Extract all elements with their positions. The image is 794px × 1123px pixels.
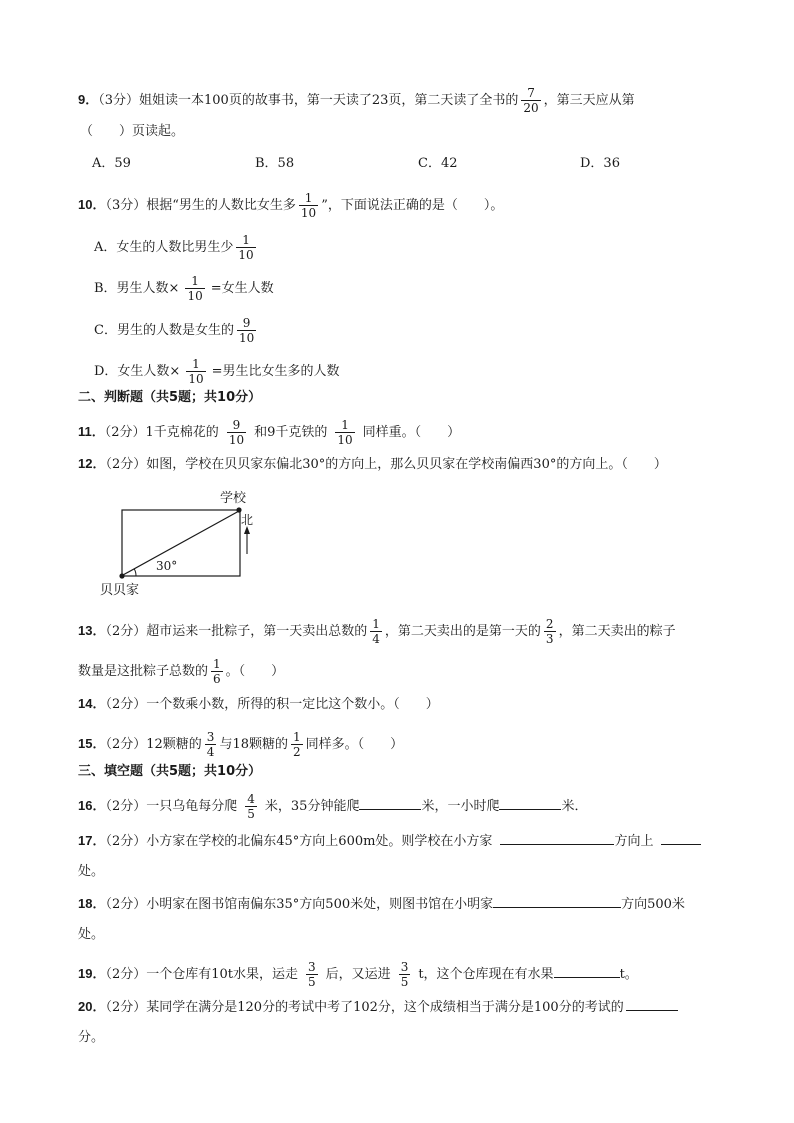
q20-blank[interactable]	[626, 996, 678, 1011]
q11-fraction-1	[227, 418, 246, 447]
q10-frac-den: 10	[300, 206, 317, 220]
q9-line2: （ ）页读起。	[80, 124, 185, 139]
q13-line1	[78, 617, 676, 646]
q19-text-c: t，这个仓库现在有水果	[418, 967, 554, 982]
q18-line2: 处。	[78, 927, 105, 942]
q11-frac1-den: 10	[228, 433, 245, 447]
q19-score: （2分）	[105, 967, 147, 982]
q10-text-a: 根据“男生的人数比女生多	[146, 198, 296, 213]
q12-figure-diagonal	[123, 511, 239, 575]
q19-blank[interactable]	[554, 963, 620, 978]
q12-number: 12．	[78, 456, 106, 471]
section-3-heading: 三、填空题（共5题；共10分）	[78, 764, 262, 779]
q18-text-b: 方向500米	[621, 897, 685, 912]
q18-score: （2分）	[105, 897, 147, 912]
q13-text-c: ，第二天卖出的粽子	[558, 624, 676, 639]
q12-school-point	[236, 507, 241, 512]
q16-text-c: 米，一小时爬	[421, 799, 500, 814]
q16-text-b: 米，35分钟能爬	[264, 799, 360, 814]
q10-option-b-fraction	[185, 274, 204, 303]
q20-text-a: 某同学在满分是120分的考试中考了102分，这个成绩相当于满分是100分的考试的	[146, 1000, 624, 1015]
q13-line2	[78, 657, 284, 686]
q10-option-d	[94, 357, 340, 386]
section-2-heading: 二、判断题（共5题；共10分）	[78, 390, 262, 405]
q11-text-b: 和9千克铁的	[254, 425, 328, 440]
q11-text-c: 同样重。（ ）	[362, 425, 461, 440]
q13-fraction-2	[544, 617, 556, 646]
q10-option-d-den: 10	[188, 372, 204, 386]
q17-blank-2[interactable]	[661, 830, 701, 845]
q14-text: 一个数乘小数，所得的积一定比这个数小。（ ）	[146, 697, 439, 712]
q16-fraction	[245, 792, 257, 821]
q10-number: 10．	[78, 197, 106, 212]
q9-fraction	[521, 86, 540, 115]
q15-fraction-2	[291, 730, 303, 759]
q17-text-b: 方向上	[614, 834, 654, 849]
q19-text-b: 后，又运进	[325, 967, 391, 982]
q13-frac3-den: 6	[213, 672, 221, 686]
q10-option-a-den: 10	[238, 248, 254, 262]
q9-option-b: B．58	[255, 156, 295, 171]
q10-option-b-num: 1	[191, 274, 199, 288]
q20-number: 20．	[78, 999, 106, 1014]
q19-frac2-den: 5	[400, 975, 409, 989]
q16-line	[78, 792, 587, 821]
q17-number: 17．	[78, 833, 106, 848]
q11-fraction-2	[335, 418, 354, 447]
q14-score: （2分）	[105, 697, 147, 712]
q19-frac1-den: 5	[308, 975, 316, 989]
q13-text-a: 超市运来一批粽子，第一天卖出总数的	[146, 624, 368, 639]
q11-number: 11．	[78, 424, 105, 439]
q13-score: （2分）	[105, 624, 147, 639]
q12-score: （2分）	[105, 457, 147, 472]
q17-blank-1[interactable]	[500, 830, 614, 845]
q14-number: 14．	[78, 696, 106, 711]
q10-fraction	[299, 191, 318, 220]
q10-option-c-fraction	[237, 316, 256, 345]
q16-blank-1[interactable]	[359, 795, 421, 810]
q10-option-d-after: =男生比女生多的人数	[211, 364, 340, 379]
q17-line1	[78, 830, 701, 852]
q19-number: 19．	[78, 966, 106, 981]
q10-option-a	[94, 233, 259, 262]
q10-option-b-den: 10	[187, 289, 203, 303]
q13-frac3-num: 1	[213, 657, 221, 671]
q13-frac1-num: 1	[372, 617, 380, 631]
q16-blank-2[interactable]	[499, 795, 561, 810]
q17-text-a: 小方家在学校的北偏东45°方向上600m处。则学校在小方家	[146, 834, 493, 849]
q15-score: （2分）	[105, 737, 147, 752]
q9-score: （3分）	[98, 93, 140, 108]
q11-score: （2分）	[104, 425, 146, 440]
q10-option-c-label: C．男生的人数是女生的	[94, 323, 234, 338]
q19-frac2-num: 3	[400, 960, 409, 974]
q15-frac1-num: 3	[206, 730, 215, 744]
q9-option-a: A．59	[92, 156, 131, 171]
q10-line1	[78, 191, 503, 220]
q10-text-b: ”，下面说法正确的是（ ）。	[321, 198, 504, 213]
q10-option-a-label: A．女生的人数比男生少	[94, 240, 234, 255]
q10-option-c	[94, 316, 259, 345]
q11-frac2-num: 1	[341, 418, 349, 432]
q10-frac-num: 1	[304, 191, 313, 205]
q9-frac-num: 7	[527, 86, 535, 100]
q13-fraction-1	[370, 617, 382, 646]
q9-text-b: ，第三天应从第	[543, 93, 635, 108]
q12-line	[78, 454, 667, 475]
q18-line1	[78, 893, 685, 915]
q19-fraction-1	[306, 960, 318, 989]
q20-line1	[78, 996, 678, 1018]
q17-score: （2分）	[105, 834, 147, 849]
q12-home-label: 贝贝家	[100, 583, 140, 598]
q17-line2: 处。	[78, 864, 105, 879]
q11-text-a: 1千克棉花的	[145, 425, 219, 440]
q15-text-b: 与18颗糖的	[219, 737, 288, 752]
q15-line	[78, 730, 403, 759]
q13-frac1-den: 4	[372, 632, 380, 646]
q10-score: （3分）	[105, 198, 147, 213]
q13-number: 13．	[78, 623, 106, 638]
q16-frac-num: 4	[247, 792, 255, 806]
q11-frac2-den: 10	[337, 433, 353, 447]
q12-north-label: 北	[241, 513, 254, 527]
q20-score: （2分）	[105, 1000, 147, 1015]
q12-school-label: 学校	[220, 491, 247, 506]
q12-figure	[96, 484, 296, 604]
q10-option-b	[94, 274, 274, 303]
q18-text-a: 小明家在图书馆南偏东35°方向500米处，则图书馆在小明家	[146, 897, 494, 912]
q12-text: 如图，学校在贝贝家东偏北30°的方向上，那么贝贝家在学校南偏西30°的方向上。（ ）	[146, 457, 667, 472]
q10-option-d-num: 1	[192, 357, 200, 371]
q15-text-c: 同样多。（ ）	[305, 737, 404, 752]
q12-north-arrow-head	[244, 526, 250, 534]
q9-frac-den: 20	[523, 101, 539, 115]
q10-option-c-num: 9	[242, 316, 251, 330]
q9-option-c: C．42	[418, 156, 458, 171]
q13-frac2-den: 3	[545, 632, 554, 646]
q13-text-b: ，第二天卖出的是第一天的	[384, 624, 541, 639]
q10-option-b-after: =女生人数	[210, 281, 274, 296]
q16-text-d: 米．	[561, 799, 588, 814]
q19-text-a: 一个仓库有10t水果，运走	[146, 967, 299, 982]
q15-frac2-num: 1	[292, 730, 301, 744]
q12-angle-label: 30°	[156, 559, 178, 573]
q13-line2-b: 。（ ）	[225, 664, 285, 679]
q12-angle-arc	[134, 569, 136, 576]
q9-number: 9．	[78, 92, 99, 107]
q11-line	[78, 418, 460, 447]
q10-option-b-label: B．男生人数×	[94, 281, 180, 296]
q10-option-a-num: 1	[242, 233, 250, 247]
q12-home-point	[119, 573, 124, 578]
q16-number: 16．	[78, 798, 106, 813]
q16-score: （2分）	[105, 799, 147, 814]
q15-fraction-1	[205, 730, 217, 759]
q16-frac-den: 5	[247, 807, 255, 821]
q13-fraction-3	[211, 657, 223, 686]
q15-frac2-den: 2	[292, 745, 301, 759]
q20-line2: 分。	[78, 1030, 105, 1045]
q10-option-c-den: 10	[238, 331, 255, 345]
q10-option-d-fraction	[186, 357, 205, 386]
q15-number: 15．	[78, 736, 106, 751]
q13-line2-a: 数量是这批粽子总数的	[78, 664, 209, 679]
q10-option-a-fraction	[236, 233, 255, 262]
q10-option-d-label: D．女生人数×	[94, 364, 181, 379]
q16-text-a: 一只乌龟每分爬	[146, 799, 238, 814]
q18-number: 18．	[78, 896, 106, 911]
q13-frac2-num: 2	[545, 617, 554, 631]
q14-line	[78, 694, 439, 715]
q9-option-d: D．36	[580, 156, 620, 171]
q19-line	[78, 960, 638, 989]
q11-frac1-num: 9	[232, 418, 241, 432]
q19-frac1-num: 3	[308, 960, 316, 974]
q15-frac1-den: 4	[206, 745, 215, 759]
q19-fraction-2	[399, 960, 411, 989]
q9-text-a: 姐姐读一本100页的故事书，第一天读了23页，第二天读了全书的	[139, 93, 519, 108]
q18-blank[interactable]	[493, 893, 621, 908]
q9-line1	[78, 86, 635, 115]
q19-text-d: t。	[619, 967, 638, 982]
q15-text-a: 12颗糖的	[146, 737, 202, 752]
